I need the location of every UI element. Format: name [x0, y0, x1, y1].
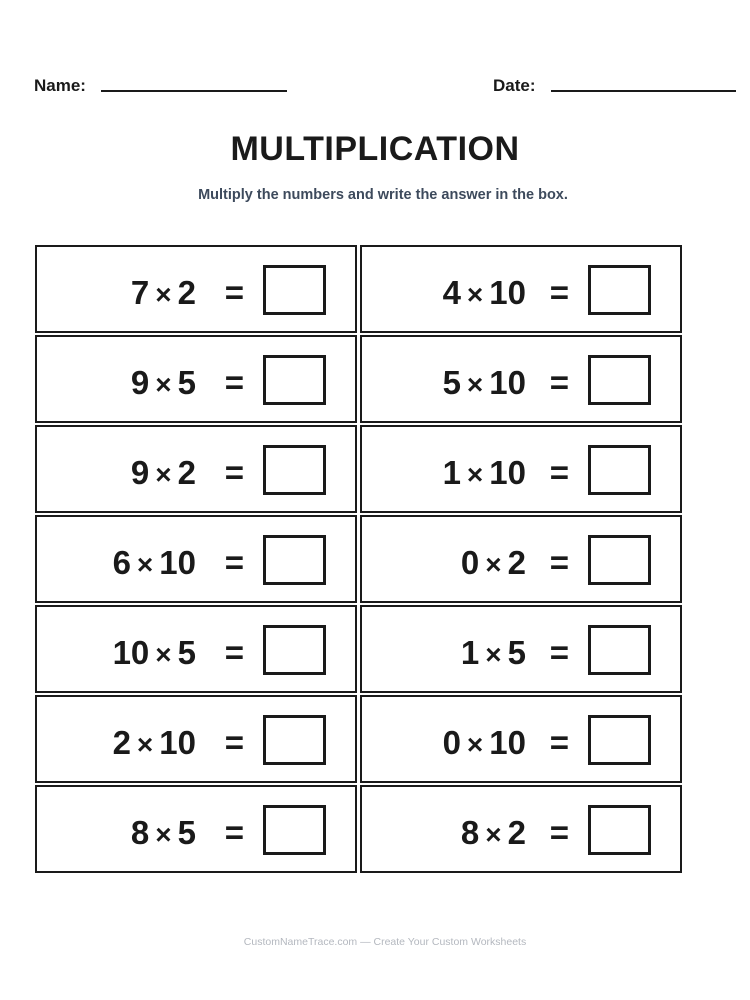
answer-box[interactable] — [263, 445, 326, 495]
problem-cell — [35, 515, 357, 603]
second-factor: 10 — [489, 274, 526, 311]
problem-cell — [360, 335, 682, 423]
answer-box[interactable] — [588, 805, 651, 855]
second-factor: 2 — [507, 544, 526, 581]
second-factor: 10 — [489, 724, 526, 761]
multiply-sign: × — [485, 639, 502, 670]
equals-sign: = — [549, 274, 569, 311]
problem-cell — [35, 605, 357, 693]
problem-cell — [360, 695, 682, 783]
name-label: Name: — [34, 76, 86, 95]
problem-cell — [360, 245, 682, 333]
problem-cell — [360, 785, 682, 873]
first-factor: 6 — [112, 544, 131, 581]
problem-grid — [35, 245, 682, 873]
answer-box[interactable] — [263, 625, 326, 675]
equals-sign: = — [224, 274, 244, 311]
multiply-sign: × — [466, 369, 484, 400]
second-factor: 2 — [177, 274, 196, 311]
equals-sign: = — [549, 544, 569, 581]
worksheet-instructions: Multiply the numbers and write the answer in the box. — [198, 187, 568, 203]
footer-credit: CustomNameTrace.com — Create Your Custom Worksheets — [243, 936, 527, 948]
answer-box[interactable] — [263, 355, 326, 405]
answer-box[interactable] — [588, 265, 651, 315]
second-factor: 2 — [507, 814, 526, 851]
answer-box[interactable] — [588, 445, 651, 495]
answer-box[interactable] — [588, 715, 651, 765]
problem-expression — [113, 545, 196, 583]
second-factor: 5 — [507, 634, 526, 671]
multiply-sign: × — [155, 639, 172, 670]
problem-cell — [35, 245, 357, 333]
first-factor: 8 — [130, 814, 150, 851]
problem-cell — [360, 605, 682, 693]
equals-sign: = — [224, 814, 244, 851]
second-factor: 5 — [177, 634, 196, 671]
problem-expression — [113, 635, 196, 673]
answer-box[interactable] — [263, 805, 326, 855]
multiply-sign: × — [136, 729, 154, 760]
equals-sign: = — [224, 454, 244, 491]
multiply-sign: × — [466, 279, 484, 310]
equals-sign: = — [549, 814, 569, 851]
second-factor: 10 — [489, 364, 526, 401]
worksheet-title: MULTIPLICATION — [230, 130, 520, 168]
problem-cell — [35, 785, 357, 873]
equals-sign: = — [549, 724, 569, 761]
problem-expression — [131, 815, 196, 853]
first-factor: 9 — [130, 454, 150, 491]
answer-box[interactable] — [588, 625, 651, 675]
problem-cell — [35, 425, 357, 513]
multiply-sign: × — [136, 549, 154, 580]
answer-box[interactable] — [263, 535, 326, 585]
second-factor: 10 — [159, 544, 196, 581]
multiply-sign: × — [485, 819, 502, 850]
answer-box[interactable] — [263, 265, 326, 315]
multiply-sign: × — [466, 459, 484, 490]
first-factor: 10 — [112, 634, 150, 671]
multiply-sign: × — [485, 549, 502, 580]
second-factor: 2 — [177, 454, 196, 491]
first-factor: 1 — [442, 454, 461, 491]
first-factor: 9 — [130, 364, 150, 401]
problem-expression — [461, 815, 526, 853]
first-factor: 4 — [442, 274, 461, 311]
answer-box[interactable] — [588, 535, 651, 585]
multiply-sign: × — [155, 819, 172, 850]
first-factor: 7 — [130, 274, 150, 311]
problem-expression — [131, 275, 196, 313]
first-factor: 0 — [442, 724, 461, 761]
problem-expression — [113, 725, 196, 763]
name-write-line[interactable] — [101, 90, 287, 92]
problem-cell — [35, 695, 357, 783]
second-factor: 10 — [489, 454, 526, 491]
equals-sign: = — [549, 634, 569, 671]
equals-sign: = — [549, 454, 569, 491]
date-write-line[interactable] — [551, 90, 736, 92]
first-factor: 5 — [442, 364, 461, 401]
second-factor: 5 — [177, 364, 196, 401]
second-factor: 5 — [177, 814, 196, 851]
problem-expression — [131, 455, 196, 493]
problem-expression — [461, 635, 526, 673]
equals-sign: = — [224, 364, 244, 401]
first-factor: 0 — [460, 544, 480, 581]
problem-cell — [35, 335, 357, 423]
problem-expression — [131, 365, 196, 403]
first-factor: 1 — [460, 634, 480, 671]
equals-sign: = — [224, 634, 244, 671]
answer-box[interactable] — [588, 355, 651, 405]
multiply-sign: × — [155, 279, 172, 310]
equals-sign: = — [224, 724, 244, 761]
equals-sign: = — [224, 544, 244, 581]
first-factor: 8 — [460, 814, 480, 851]
second-factor: 10 — [159, 724, 196, 761]
date-label: Date: — [493, 76, 536, 95]
equals-sign: = — [549, 364, 569, 401]
multiply-sign: × — [155, 369, 172, 400]
problem-expression — [443, 275, 526, 313]
problem-expression — [443, 725, 526, 763]
problem-expression — [443, 455, 526, 493]
problem-expression — [461, 545, 526, 583]
first-factor: 2 — [112, 724, 131, 761]
problem-cell — [360, 515, 682, 603]
multiply-sign: × — [466, 729, 484, 760]
answer-box[interactable] — [263, 715, 326, 765]
multiply-sign: × — [155, 459, 172, 490]
problem-expression — [443, 365, 526, 403]
problem-cell — [360, 425, 682, 513]
